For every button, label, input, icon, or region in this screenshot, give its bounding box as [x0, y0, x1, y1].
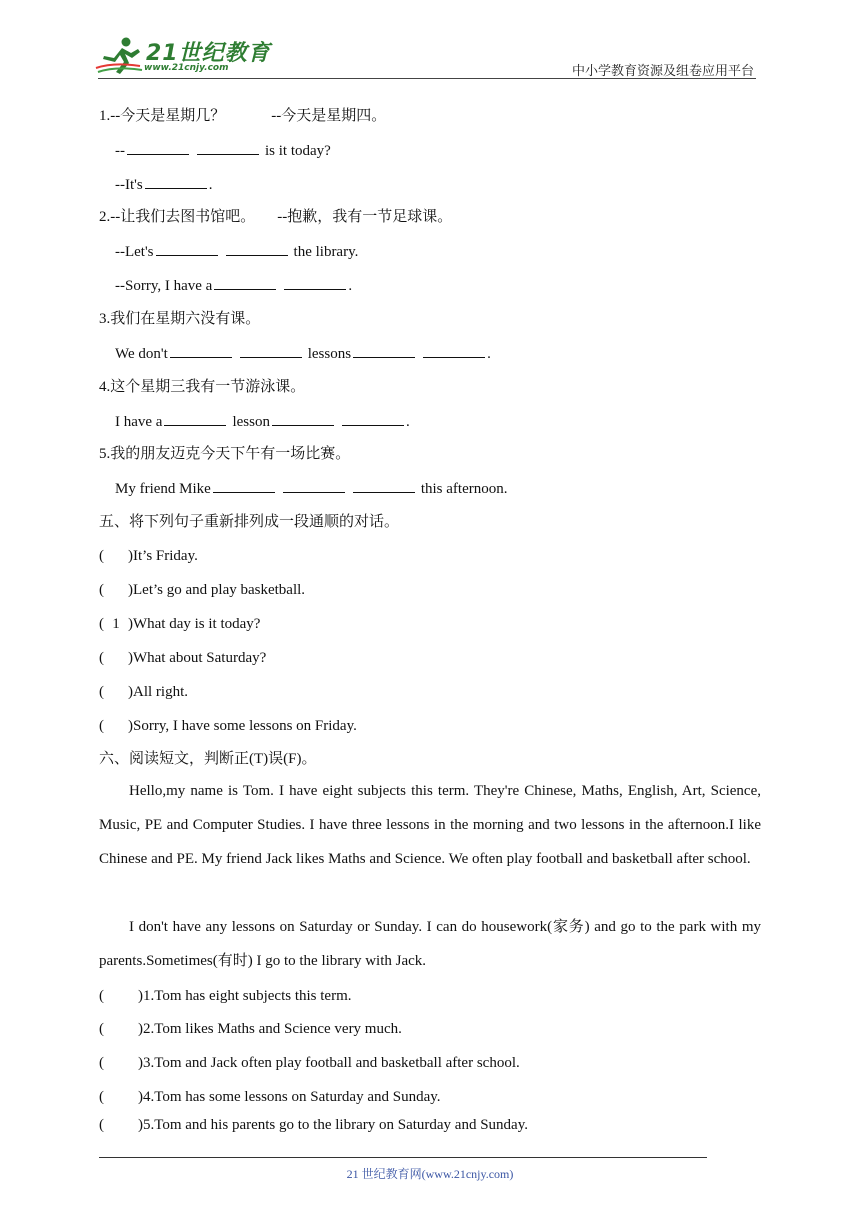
- answer-blank[interactable]: [240, 343, 302, 358]
- q2-line2: --Sorry, I have a .: [115, 275, 352, 296]
- order-item: ( )It’s Friday.: [99, 548, 198, 564]
- answer-blank[interactable]: [423, 343, 485, 358]
- order-item: ( 1 )What day is it today?: [99, 616, 261, 632]
- runner-logo-icon: [94, 36, 146, 76]
- section5-title: 五、将下列句子重新排列成一段通顺的对话。: [99, 514, 400, 530]
- header-divider: [98, 78, 756, 79]
- answer-blank[interactable]: [226, 241, 288, 256]
- answer-blank[interactable]: [284, 275, 346, 290]
- footer-divider: [99, 1157, 707, 1158]
- q1-line2: --It's .: [115, 174, 212, 195]
- answer-blank[interactable]: [353, 478, 415, 493]
- order-item: ( )Let’s go and play basketball.: [99, 582, 306, 598]
- answer-blank[interactable]: [283, 478, 345, 493]
- answer-blank[interactable]: [164, 411, 226, 426]
- q1-line1: -- is it today?: [115, 140, 331, 161]
- logo: [94, 36, 271, 78]
- judge-item: ( )3.Tom and Jack often play football and basketball after school.: [99, 1055, 520, 1071]
- judge-item: ( )1.Tom has eight subjects this term.: [99, 988, 352, 1004]
- answer-blank[interactable]: [170, 343, 232, 358]
- q3-line1: We don't lessons .: [115, 343, 491, 364]
- answer-blank[interactable]: [197, 140, 259, 155]
- order-number[interactable]: 1: [112, 616, 120, 632]
- answer-blank[interactable]: [213, 478, 275, 493]
- section6-title: 六、阅读短文，判断正(T)误(F)。: [99, 751, 317, 767]
- q3-chinese: 3.我们在星期六没有课。: [99, 311, 261, 327]
- judge-item: ( )2.Tom likes Maths and Science very much.: [99, 1021, 402, 1037]
- judge-item: ( )4.Tom has some lessons on Saturday and Sunday.: [99, 1089, 441, 1105]
- answer-blank[interactable]: [342, 411, 404, 426]
- q2-line1: --Let's the library.: [115, 241, 358, 262]
- q4-line1: I have a lesson .: [115, 411, 410, 432]
- q2-chinese: 2.--让我们去图书馆吧。 --抱歉，我有一节足球课。: [99, 209, 453, 225]
- order-item: ( )All right.: [99, 684, 188, 700]
- page-header: [0, 0, 860, 80]
- answer-blank[interactable]: [156, 241, 218, 256]
- logo-text: 21世纪教育: [146, 41, 271, 66]
- logo-url: www.21cnjy.com: [144, 63, 229, 73]
- order-item: ( )Sorry, I have some lessons on Friday.: [99, 718, 357, 734]
- answer-blank[interactable]: [214, 275, 276, 290]
- q1-chinese: 1.--今天是星期几？ --今天是星期四。: [99, 108, 387, 124]
- platform-name: 中小学教育资源及组卷应用平台: [571, 63, 754, 78]
- answer-blank[interactable]: [127, 140, 189, 155]
- answer-blank[interactable]: [145, 174, 207, 189]
- answer-blank[interactable]: [353, 343, 415, 358]
- answer-blank[interactable]: [272, 411, 334, 426]
- q5-line1: My friend Mike this afternoon.: [115, 478, 507, 499]
- judge-item: ( )5.Tom and his parents go to the library on Saturday and Sunday.: [99, 1117, 528, 1133]
- reading-paragraph-2: I don't have any lessons on Saturday or Sunday. I can do housework(家务) and go to the park with my parents.Sometimes(有时) I go to the library with Jack.: [99, 919, 761, 969]
- q4-chinese: 4.这个星期三我有一节游泳课。: [99, 379, 306, 395]
- q5-chinese: 5.我的朋友迈克今天下午有一场比赛。: [99, 446, 351, 462]
- page-footer[interactable]: 21 世纪教育网(www.21cnjy.com): [346, 1167, 514, 1181]
- order-item: ( )What about Saturday?: [99, 650, 267, 666]
- reading-paragraph-1: Hello,my name is Tom. I have eight subjects this term. They're Chinese, Maths, English, Art, Science, Music, PE and Computer Studies. I have three lessons in the morning and two lessons in the afternoon.I like Chinese and PE. My friend Jack likes Maths and Science. We often play football and basketball after school.: [99, 783, 761, 867]
